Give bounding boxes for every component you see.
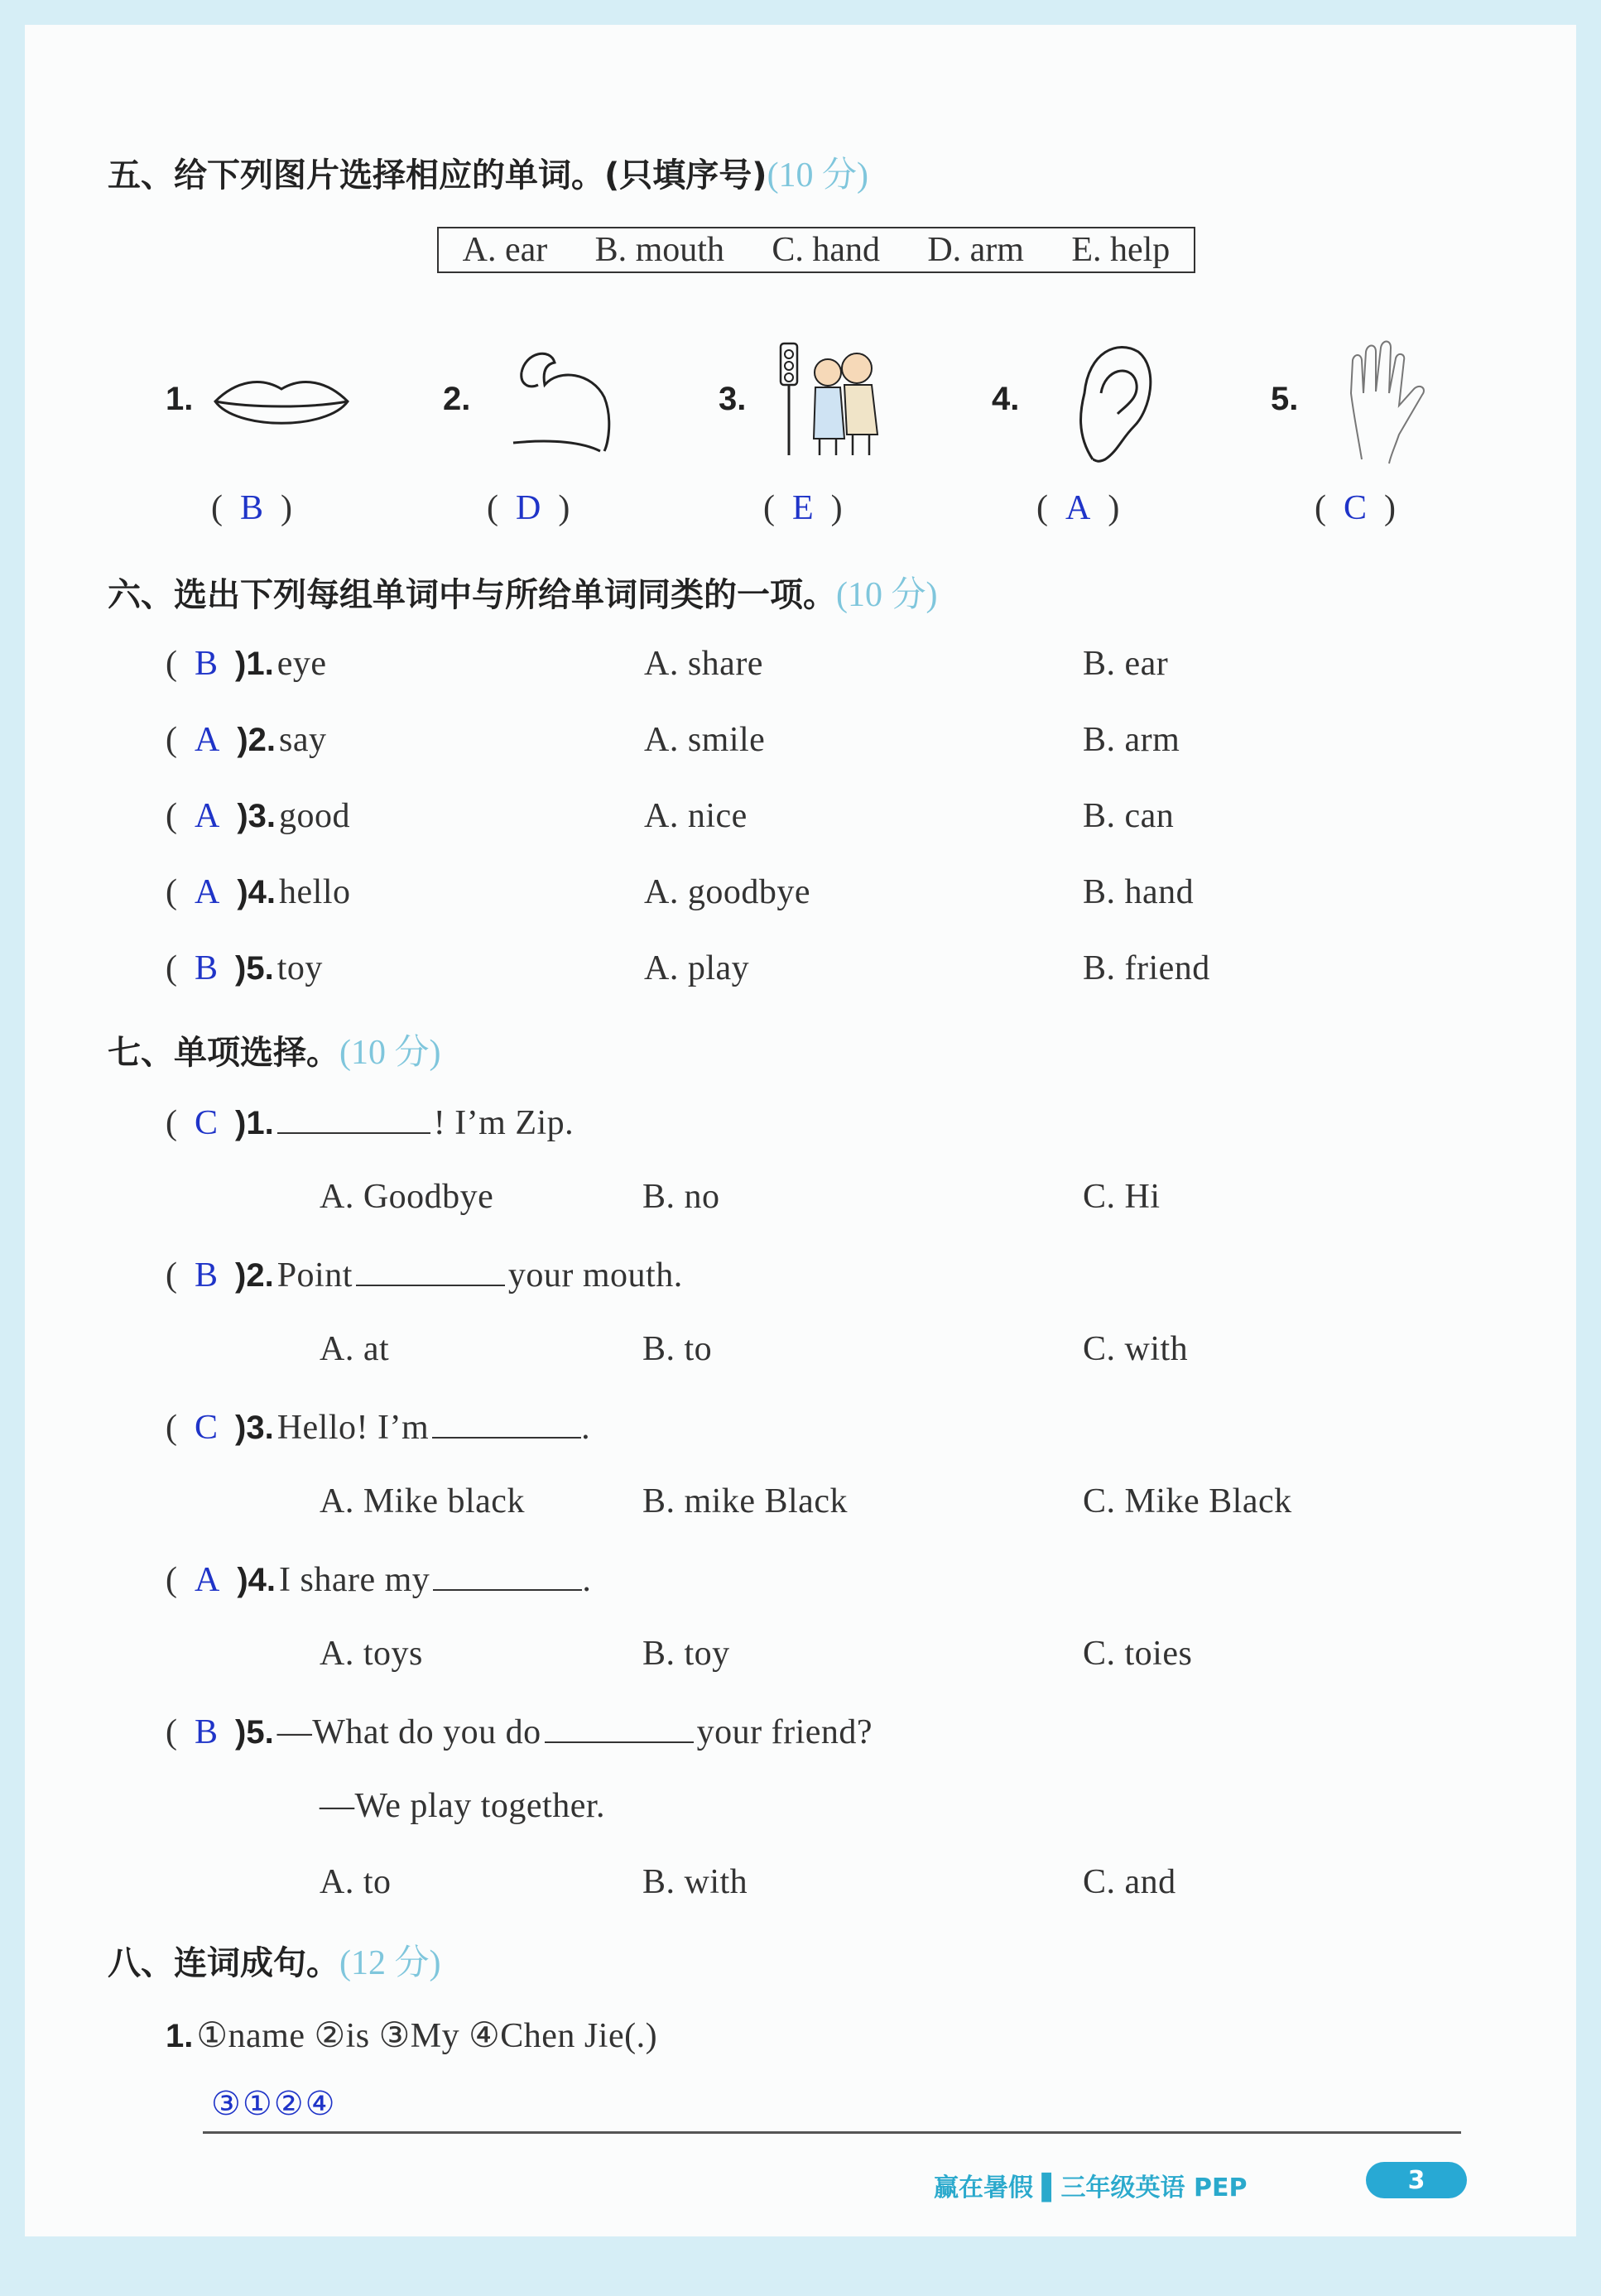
answer-letter: E <box>792 489 814 527</box>
answer-parens: ( D ) <box>487 489 570 527</box>
hand-icon <box>1341 335 1432 468</box>
section5-heading <box>108 147 868 197</box>
word-option: E. help <box>1071 231 1171 269</box>
s7-question-row: ( C )1. ! I’m Zip. <box>166 1101 574 1143</box>
answer-letter: A <box>1065 489 1091 527</box>
question-number: )4. <box>237 874 276 910</box>
answer-letter: B <box>195 1713 219 1751</box>
word-option: A. ear <box>462 231 548 269</box>
section7-heading <box>108 1025 440 1074</box>
question-word: say <box>279 721 327 759</box>
option-b: B. arm <box>1083 721 1180 759</box>
question-text: Point <box>276 1256 353 1295</box>
pic-item-number: 1. <box>166 381 194 417</box>
s7-question-row: ( C )3. Hello! I’m . <box>166 1405 590 1448</box>
option-a: A. play <box>644 949 750 987</box>
pic-item-number: 4. <box>992 381 1020 417</box>
section8-title: 八、连词成句。 <box>108 1944 339 1982</box>
pic-item-number: 2. <box>443 381 471 417</box>
s7-question-row: ( A )4. I share my . <box>166 1558 591 1600</box>
answer-letter: D <box>516 489 541 527</box>
s6-question-row: ( B )5. toy <box>166 949 323 987</box>
question-text: . <box>582 1561 592 1599</box>
option-b: B. hand <box>1083 873 1195 911</box>
section5-title: 五、给下列图片选择相应的单词。(只填序号) <box>108 156 767 195</box>
answer-sequence: ③①②④ <box>211 2085 337 2122</box>
answer-letter: A <box>195 873 220 911</box>
question-text: your mouth. <box>507 1256 683 1295</box>
answer-blank <box>433 1558 582 1591</box>
question-text: ! I’m Zip. <box>433 1104 575 1142</box>
answer-letter: A <box>195 721 220 759</box>
section6-title: 六、选出下列每组单词中与所给单词同类的一项。 <box>108 576 836 614</box>
answer-parens: ( A ) <box>1036 489 1120 527</box>
option-a: A. at <box>320 1330 390 1368</box>
answer-blank <box>545 1710 694 1743</box>
option-a: A. Goodbye <box>320 1178 494 1216</box>
answer-parens: ( B ) <box>211 489 293 527</box>
answer-letter: B <box>240 489 264 527</box>
question-text: Hello! I’m <box>276 1409 430 1447</box>
question-number: )2. <box>235 1257 274 1294</box>
answer-letter: B <box>195 645 219 683</box>
question-number: )5. <box>235 950 274 987</box>
question-number: )5. <box>235 1714 274 1751</box>
question-text: . <box>581 1409 591 1447</box>
section7-points: (10 分) <box>339 1034 441 1072</box>
option-b: B. mike Black <box>642 1482 848 1520</box>
option-b: B. ear <box>1083 645 1169 683</box>
option-a: A. share <box>644 645 763 683</box>
word-option-box <box>437 227 1195 273</box>
question-number: 1. <box>166 2018 194 2054</box>
word-option: D. arm <box>927 231 1024 269</box>
option-b: B. to <box>642 1330 713 1368</box>
option-c: C. with <box>1083 1330 1189 1368</box>
question-text: I share my <box>279 1561 430 1599</box>
answer-parens: ( C ) <box>1315 489 1397 527</box>
page-number-badge <box>1366 2162 1467 2198</box>
page-number: 3 <box>1407 2165 1426 2195</box>
option-a: A. to <box>320 1863 392 1901</box>
question-word: toy <box>276 949 323 987</box>
question-word: eye <box>276 645 327 683</box>
option-b: B. no <box>642 1178 720 1216</box>
pic-item-number: 3. <box>719 381 747 417</box>
word-option: B. mouth <box>594 231 724 269</box>
question-number: )1. <box>235 1105 274 1141</box>
option-a: A. Mike black <box>320 1482 525 1520</box>
answer-blank <box>277 1101 430 1134</box>
answer-blank <box>356 1253 505 1286</box>
section6-heading <box>108 567 937 617</box>
ear-icon <box>1068 335 1159 468</box>
question-number: )3. <box>235 1410 274 1446</box>
s7-question-row: ( B )2. Point your mouth. <box>166 1253 683 1295</box>
option-a: A. goodbye <box>644 873 810 911</box>
answer-letter: A <box>195 797 220 835</box>
question-word: hello <box>279 873 351 911</box>
section6-points: (10 分) <box>836 576 938 614</box>
pic-item-number: 5. <box>1271 381 1299 417</box>
option-a: A. toys <box>320 1635 423 1673</box>
option-b: B. friend <box>1083 949 1210 987</box>
s6-question-row: ( B )1. eye <box>166 645 327 683</box>
s6-question-row: ( A )4. hello <box>166 873 351 911</box>
question-number: )3. <box>237 798 276 834</box>
section7-title: 七、单项选择。 <box>108 1034 339 1072</box>
question-word: good <box>279 797 351 835</box>
question-number: )2. <box>237 722 276 758</box>
question-number: )1. <box>235 646 274 682</box>
s7-question-row: ( B )5. —What do you do your friend? <box>166 1710 873 1752</box>
scrambled-words: ①name ②is ③My ④Chen Jie(.) <box>196 2017 658 2055</box>
option-b: B. can <box>1083 797 1175 835</box>
question-number: )4. <box>237 1562 276 1598</box>
answer-letter: C <box>195 1409 219 1447</box>
answer-letter: A <box>195 1561 220 1599</box>
answer-letter: C <box>195 1104 219 1142</box>
option-c: C. Mike Black <box>1083 1482 1292 1520</box>
question-text-line2: —We play together. <box>320 1787 606 1825</box>
lips-icon <box>211 368 352 435</box>
section8-points: (12 分) <box>339 1944 441 1982</box>
s6-question-row: ( A )2. say <box>166 721 327 759</box>
answer-letter: B <box>195 949 219 987</box>
answer-blank <box>432 1405 581 1439</box>
option-a: A. smile <box>644 721 766 759</box>
option-c: C. Hi <box>1083 1178 1161 1216</box>
s6-question-row: ( A )3. good <box>166 797 351 835</box>
s8-question-row <box>166 2015 657 2056</box>
section5-points: (10 分) <box>767 156 869 195</box>
option-c: C. and <box>1083 1863 1176 1901</box>
option-b: B. with <box>642 1863 748 1901</box>
option-a: A. nice <box>644 797 748 835</box>
option-b: B. toy <box>642 1635 730 1673</box>
question-text: —What do you do <box>276 1713 541 1751</box>
option-c: C. toies <box>1083 1635 1193 1673</box>
answer-line <box>203 2131 1461 2134</box>
question-text: your friend? <box>696 1713 873 1751</box>
arm-icon <box>505 339 621 455</box>
answer-letter: B <box>195 1256 219 1295</box>
section8-heading <box>108 1935 440 1985</box>
footer-brand: 赢在暑假 ▌三年级英语 PEP <box>934 2174 1248 2202</box>
answer-letter: C <box>1344 489 1368 527</box>
help-icon <box>774 339 898 459</box>
answer-parens: ( E ) <box>763 489 843 527</box>
word-option: C. hand <box>772 231 880 269</box>
